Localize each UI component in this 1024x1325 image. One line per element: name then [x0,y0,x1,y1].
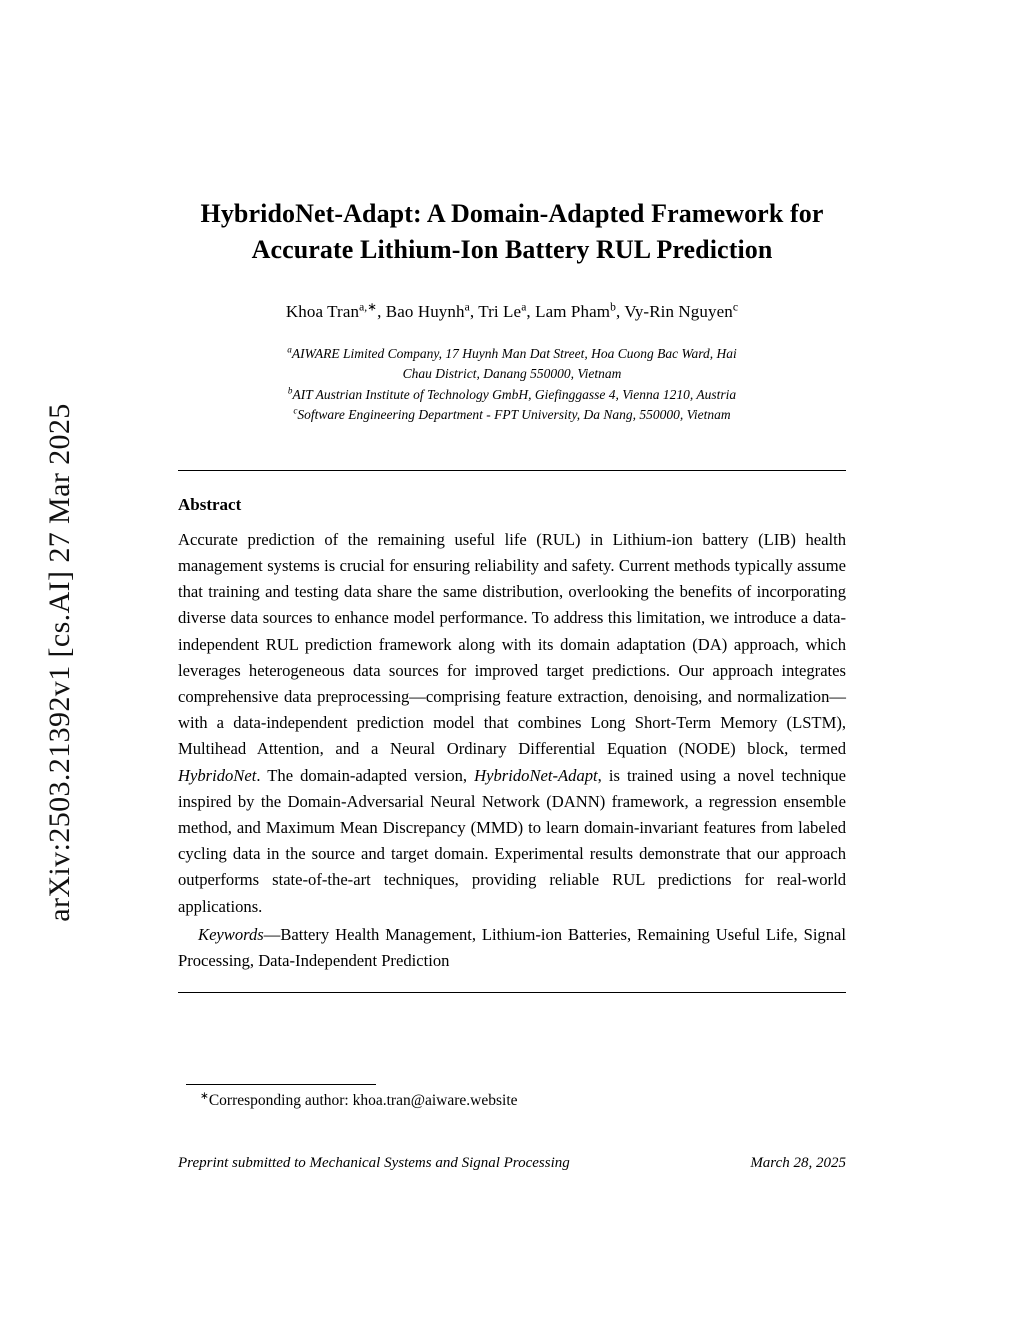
abstract-heading: Abstract [178,494,242,514]
affiliation-line [178,405,846,426]
affiliation-text: AIT Austrian Institute of Technology GmbH, Giefinggasse 4, Vienna 1210, Austria [292,386,737,402]
author-separator-1: , [377,301,386,321]
keywords-text: —Battery Health Management, Lithium-ion Batteries, Remaining Useful Life, Signal Processing, Data-Independent Prediction [178,924,846,971]
footer-submission-note: Preprint submitted to Mechanical Systems and Signal Processing [178,1155,570,1171]
abstract-model-name-hybridonet: HybridoNet [178,765,257,785]
page-footer [178,1155,846,1172]
author-separator-3: , [526,301,536,321]
abstract-text-part-1: Accurate prediction of the remaining useful life (RUL) in Lithium-ion battery (LIB) health management systems is crucial for ensuring reliability and safety. Current methods typically assume that training and testing data share the same distribution, overlooking the benefits of incorporating diverse data sources to enhance model performance. To address this limitation, we introduce a data-independent RUL prediction framework along with its domain adaptation (DA) approach, which leverages heterogeneous data sources for improved target predictions. Our approach integrates comprehensive data preprocessing—comprising feature extraction, denoising, and normalization—with a data-independent prediction model that combines Long Short-Term Memory (LSTM), Multihead Attention, and a Neural Ordinary Differential Equation (NODE) block, termed [178,529,846,759]
affiliation-list [178,344,846,426]
abstract-text-part-3: , is trained using a novel technique inspired by the Domain-Adversarial Neural Network (DANN) framework, a regression ensemble method, and Maximum Mean Discrepancy (MMD) to learn domain-invariant features from labeled cycling data in the source and target domain. Experimental results demonstrate that our approach outperforms state-of-the-art techniques, providing reliable RUL predictions for real-world applications. [178,765,846,916]
page-title [178,196,846,268]
affiliation-text: AIWARE Limited Company, 17 Huynh Man Dat Street, Hoa Cuong Bac Ward, Hai [291,345,737,361]
footnote-divider [186,1084,376,1085]
affiliation-text: Chau District, Danang 550000, Vietnam [402,366,622,382]
affiliation-line [178,364,846,385]
author-separator-4: , [615,301,625,321]
paper-page [178,0,846,1325]
abstract-text-part-2: . The domain-adapted version, [256,765,475,785]
arxiv-identifier-stamp [0,0,120,1325]
abstract-body [178,527,846,974]
affiliation-line [178,344,846,365]
affiliation-marker: a [287,344,292,355]
author-name-5: Vy-Rin Nguyen [624,301,733,321]
author-separator-2: , [469,301,479,321]
abstract-top-divider [178,470,846,471]
abstract-model-name-hybridonet-adapt: HybridoNet-Adapt [474,765,598,785]
abstract-bottom-divider [178,992,846,993]
author-name-2: Bao Huynh [385,301,465,321]
arxiv-identifier-text: arXiv:2503.21392v1 [cs.AI] 27 Mar 2025 [43,403,76,922]
author-name-1: Khoa Tran [285,301,360,321]
footnote-marker: ∗ [200,1090,209,1102]
author-name-4: Lam Pham [535,301,611,321]
footnote-text: Corresponding author: khoa.tran@aiware.website [208,1092,518,1109]
author-affil-marker-5: c [732,300,739,314]
author-affil-marker-4: b [610,300,616,314]
author-affil-marker-3: a [521,300,527,314]
abstract-paragraph [178,527,846,920]
author-affil-marker-2: a [464,300,470,314]
title-line-2: Accurate Lithium-Ion Battery RUL Prediction [251,234,773,264]
author-name-3: Tri Le [478,301,522,321]
footer-date: March 28, 2025 [750,1155,846,1171]
author-list [178,302,846,322]
keywords-paragraph [178,922,846,974]
affiliation-marker: b [287,385,293,396]
author-affil-marker-1: a,∗ [359,300,378,314]
keywords-label: Keywords [198,924,264,944]
affiliation-line [178,385,846,406]
affiliation-text: Software Engineering Department - FPT University, Da Nang, 550000, Vietnam [297,407,731,423]
affiliation-marker: c [293,405,298,416]
corresponding-author-footnote [200,1092,518,1110]
title-line-1: HybridoNet-Adapt: A Domain-Adapted Framework for [200,199,824,228]
